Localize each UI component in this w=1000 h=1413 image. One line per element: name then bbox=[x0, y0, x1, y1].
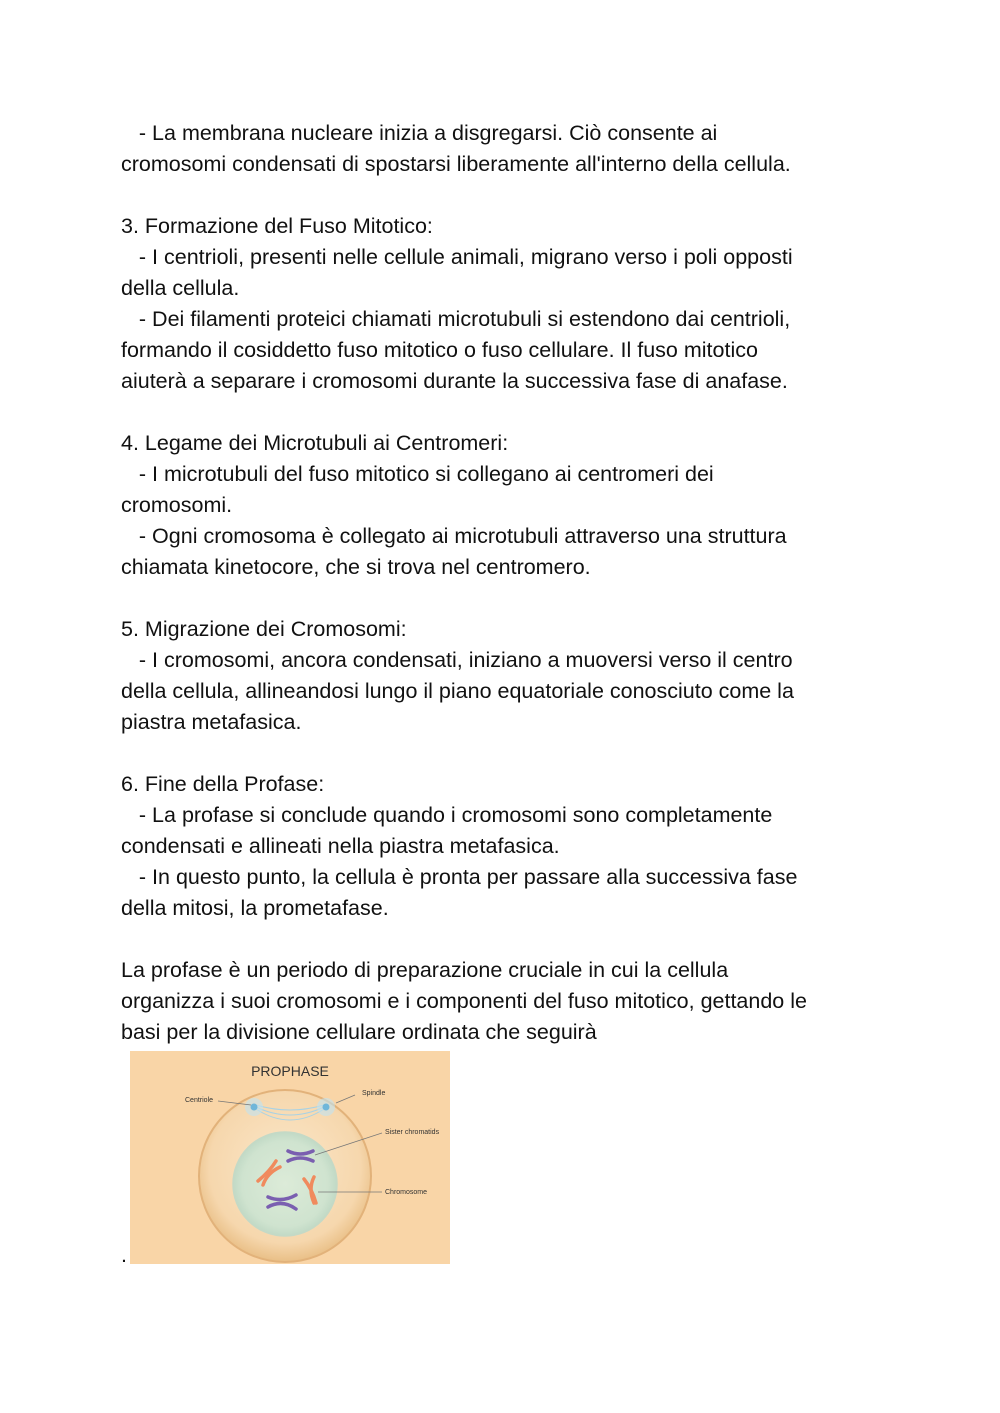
text-line: 5. Migrazione dei Cromosomi: bbox=[121, 617, 407, 641]
text-line: 3. Formazione del Fuso Mitotico: bbox=[121, 214, 433, 238]
blank-line bbox=[121, 583, 891, 614]
text-line: - Ogni cromosoma è collegato ai microtubuli attraverso una struttura bbox=[121, 524, 787, 548]
text-line: aiuterà a separare i cromosomi durante la successiva fase di anafase. bbox=[121, 369, 788, 393]
text-line: organizza i suoi cromosomi e i componenti del fuso mitotico, gettando le bbox=[121, 989, 807, 1013]
text-line: della cellula, allineandosi lungo il piano equatoriale conosciuto come la bbox=[121, 679, 794, 703]
text-line: - Dei filamenti proteici chiamati microtubuli si estendono dai centrioli, bbox=[121, 307, 791, 331]
prophase-figure bbox=[130, 1051, 450, 1264]
label-centriole: Centriole bbox=[185, 1097, 214, 1104]
text-line: - I cromosomi, ancora condensati, iniziano a muoversi verso il centro bbox=[121, 648, 793, 672]
text-line: - In questo punto, la cellula è pronta per passare alla successiva fase bbox=[121, 865, 798, 889]
centriole-left bbox=[245, 1098, 263, 1116]
text-line: La profase è un periodo di preparazione cruciale in cui la cellula bbox=[121, 958, 729, 982]
text-line: condensati e allineati nella piastra metafasica. bbox=[121, 834, 560, 858]
text-line: piastra metafasica. bbox=[121, 710, 302, 734]
text-line: basi per la divisione cellulare ordinata che seguirà bbox=[121, 1020, 597, 1044]
centriole-right bbox=[317, 1098, 335, 1116]
trailing-period: . bbox=[121, 1243, 127, 1267]
blank-line bbox=[121, 924, 891, 955]
text-line: - La membrana nucleare inizia a disgregarsi. Ciò consente ai bbox=[121, 121, 718, 145]
figure-title: PROPHASE bbox=[251, 1063, 329, 1079]
blank-line bbox=[121, 738, 891, 769]
document-body bbox=[121, 118, 891, 1268]
text-line: chiamata kinetocore, che si trova nel centromero. bbox=[121, 555, 591, 579]
label-spindle: Spindle bbox=[362, 1090, 386, 1097]
text-line: 4. Legame dei Microtubuli ai Centromeri: bbox=[121, 431, 509, 455]
text-line: della cellula. bbox=[121, 276, 240, 300]
label-chromosome: Chromosome bbox=[385, 1189, 428, 1196]
blank-line bbox=[121, 180, 891, 211]
nucleus bbox=[233, 1132, 337, 1236]
text-line: - I centrioli, presenti nelle cellule animali, migrano verso i poli opposti bbox=[121, 245, 793, 269]
text-line: formando il cosiddetto fuso mitotico o fuso cellulare. Il fuso mitotico bbox=[121, 338, 758, 362]
text-line: - La profase si conclude quando i cromosomi sono completamente bbox=[121, 803, 773, 827]
text-line: 6. Fine della Profase: bbox=[121, 772, 325, 796]
blank-line bbox=[121, 397, 891, 428]
text-line: - I microtubuli del fuso mitotico si collegano ai centromeri dei bbox=[121, 462, 714, 486]
label-sister-chromatids: Sister chromatids bbox=[385, 1129, 440, 1136]
text-line: della mitosi, la prometafase. bbox=[121, 896, 389, 920]
figure-row bbox=[121, 1048, 891, 1268]
text-line: cromosomi condensati di spostarsi liberamente all'interno della cellula. bbox=[121, 152, 791, 176]
text-block bbox=[121, 118, 891, 1048]
text-line: cromosomi. bbox=[121, 493, 233, 517]
